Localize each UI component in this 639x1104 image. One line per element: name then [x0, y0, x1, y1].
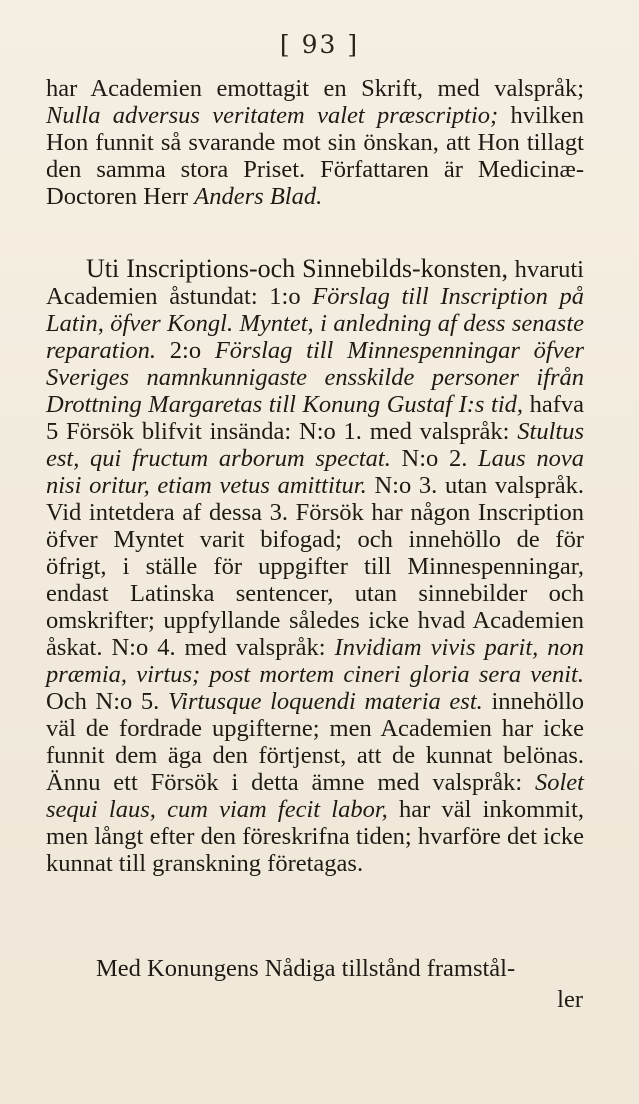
- page-number: [ 93 ]: [279, 30, 360, 59]
- paragraph1-text-2: hvilken Hon funnit så svarande mot sin önskan, att Hon tillagt den samma stora Priset. Författaren är Medicinæ-Doctoren Herr: [46, 102, 584, 210]
- motto-stultus-est: Stultus est, qui fructum arborum spectat.: [46, 418, 584, 472]
- paragraph2-text-3: 2:o: [156, 337, 215, 364]
- paragraph2-text-6: N:o 3. utan valspråk. Vid intetdera af dessa 3. Försök har någon Inscription öfver Myntet varit bifogad; och innehöllo de för öfrigt, i ställe för uppgifter till Minnespenningar, endast Latinska sentencer, utan sinnebilder och omskrifter; uppfyllande således icke hvad Academien åskat. N:o 4. med valspråk:: [46, 472, 584, 661]
- motto-laus-nova: Laus nova nisi oritur, etiam vetus amittitur.: [46, 445, 584, 499]
- paragraph1-text-1: har Academien emottagit en Skrift, med valspråk;: [46, 75, 584, 102]
- paragraph-closing: Med Konungens Nådiga tillstånd framstål-: [96, 955, 516, 982]
- paragraph-inscriptions: [46, 255, 584, 877]
- paragraph2-text-4: hafva 5 Försök blifvit insända: N:o 1. med valspråk:: [46, 391, 584, 445]
- paragraph-prize-announcement: [46, 75, 584, 210]
- motto-invidiam: Invidiam vivis parit, non præmia, virtus; post mortem cineri gloria sera venit.: [46, 634, 585, 688]
- paragraph2-text-9: har väl inkommit, men långt efter den föreskrifna tiden; hvarföre det icke kunnat till granskning företagas.: [46, 796, 584, 877]
- paragraph2-text-7: Och N:o 5.: [46, 688, 168, 715]
- catchword: ler: [557, 986, 583, 1013]
- paragraph2-text-5: N:o 2.: [390, 445, 479, 472]
- task-2-italic: Förslag till Minnespenningar öfver Sveriges namnkunnigaste ensskilde personer ifrån Drottning Margaretas till Konung Gustaf I:s tid,: [46, 337, 585, 418]
- paragraph2-lead: Uti Inscriptions-och Sinnebilds-konsten,: [86, 254, 508, 283]
- motto-solet-sequi: Solet sequi laus, cum viam fecit labor,: [46, 769, 584, 823]
- author-name: Anders Blad.: [194, 183, 323, 210]
- motto-virtusque: Virtusque loquendi materia est.: [167, 688, 483, 715]
- task-1-italic: Förslag till Inscription på Latin, öfver Kongl. Myntet, i anledning af dess senaste reparation.: [46, 283, 584, 364]
- paragraph2-text-2: hvaruti Academien åstundat: 1:o: [46, 256, 584, 310]
- motto-nulla-adversus: Nulla adversus veritatem valet præscriptio;: [46, 102, 499, 129]
- paragraph2-text-8: innehöllo väl de fordrade upgifterne; men Academien har icke funnit dem äga den förtjenst, att de kunnat belönas. Ännu ett Försök i detta ämne med valspråk:: [46, 688, 585, 796]
